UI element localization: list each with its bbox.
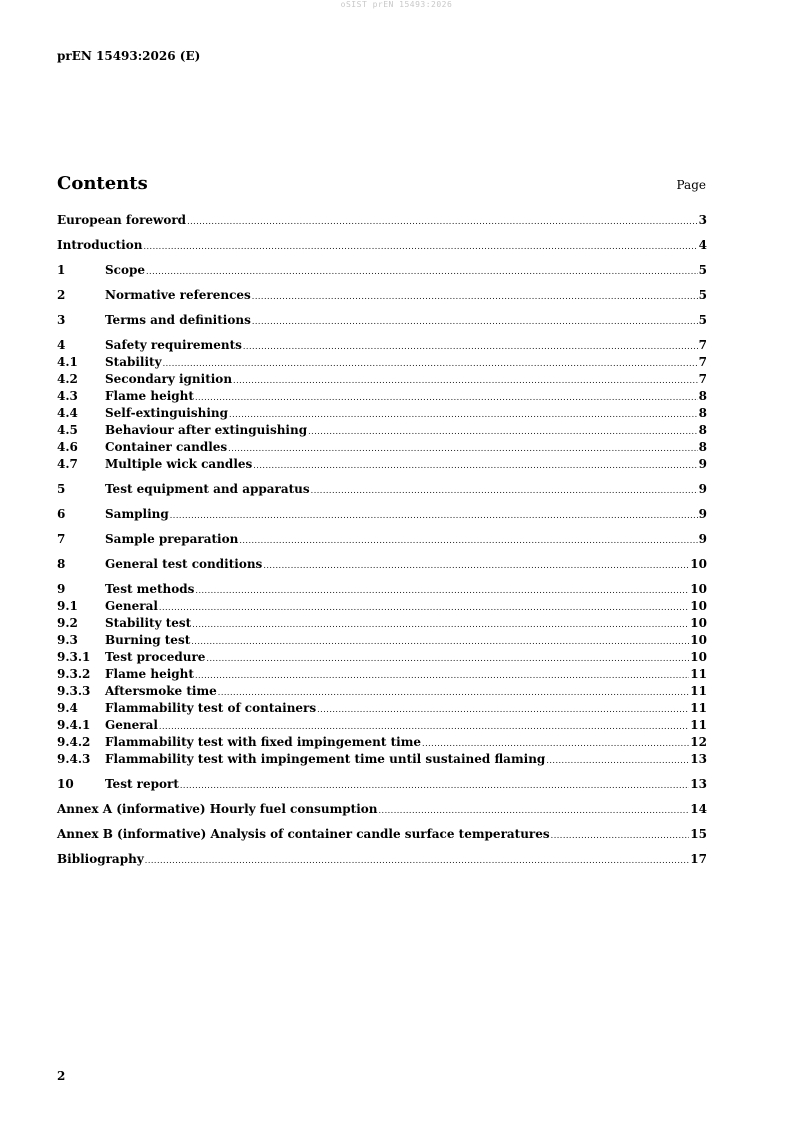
toc-entry[interactable]	[57, 531, 707, 548]
toc-dot-leader	[229, 406, 698, 423]
toc-entry-page: 5	[698, 288, 707, 302]
toc-entry-page: 13	[690, 777, 707, 791]
toc-entry-title: Test equipment and apparatus	[105, 482, 310, 496]
toc-entry-page: 7	[698, 355, 707, 369]
toc-entry-page: 10	[690, 650, 707, 664]
toc-entry-page: 12	[690, 735, 707, 749]
toc-entry[interactable]	[57, 388, 707, 405]
toc-entry[interactable]	[57, 683, 707, 700]
toc-entry-page: 8	[698, 440, 707, 454]
toc-entry-title: Introduction	[57, 238, 143, 252]
toc-entry[interactable]	[57, 405, 707, 422]
toc-dot-leader	[191, 633, 689, 650]
toc-entry-title: General	[105, 718, 158, 732]
toc-entry[interactable]	[57, 456, 707, 473]
toc-dot-leader	[195, 389, 698, 406]
toc-entry-number: 9.4	[57, 701, 78, 715]
toc-dot-leader	[311, 482, 698, 499]
toc-entry-title: Flammability test with impingement time until sustained flaming	[105, 752, 546, 766]
toc-entry-number: 4.5	[57, 423, 78, 437]
toc-dot-leader	[192, 616, 689, 633]
toc-dot-leader	[253, 457, 697, 474]
toc-entry[interactable]	[57, 212, 707, 229]
toc-entry-number: 4.7	[57, 457, 78, 471]
toc-entry-title: Test report	[105, 777, 179, 791]
toc-entry-title: Flame height	[105, 667, 194, 681]
toc-entry-number: 4.1	[57, 355, 78, 369]
toc-entry-number: 9.3.3	[57, 684, 91, 698]
toc-dot-leader	[163, 355, 698, 372]
toc-entry-number: 9.2	[57, 616, 78, 630]
toc-entry-title: General test conditions	[105, 557, 263, 571]
toc-entry-page: 9	[698, 457, 707, 471]
toc-entry-title: Self-extinguishing	[105, 406, 229, 420]
toc-entry-title: General	[105, 599, 158, 613]
toc-dot-leader	[252, 313, 698, 330]
toc-entry-title: Sample preparation	[105, 532, 239, 546]
toc-entry-page: 4	[698, 238, 707, 252]
toc-dot-leader	[228, 440, 697, 457]
toc-entry-number: 6	[57, 507, 66, 521]
toc-dot-leader	[379, 802, 690, 819]
toc-entry[interactable]	[57, 262, 707, 279]
toc-entry-number: 7	[57, 532, 66, 546]
toc-entry-page: 8	[698, 423, 707, 437]
toc-entry-title: Container candles	[105, 440, 228, 454]
toc-dot-leader	[195, 582, 689, 599]
toc-entry[interactable]	[57, 598, 707, 615]
toc-entry-number: 9.1	[57, 599, 78, 613]
toc-entry-title: Normative references	[105, 288, 251, 302]
toc-dot-leader	[239, 532, 697, 549]
toc-entry-page: 15	[690, 827, 707, 841]
toc-entry-page: 3	[698, 213, 707, 227]
toc-entry-number: 4.4	[57, 406, 78, 420]
toc-entry-number: 9	[57, 582, 66, 596]
toc-entry-title: Aftersmoke time	[105, 684, 217, 698]
toc-dot-leader	[145, 852, 690, 869]
toc-entry-number: 4.6	[57, 440, 78, 454]
toc-entry-page: 9	[698, 532, 707, 546]
toc-entry[interactable]	[57, 422, 707, 439]
toc-entry[interactable]	[57, 556, 707, 573]
toc-entry-number: 2	[57, 288, 66, 302]
toc-entry[interactable]	[57, 371, 707, 388]
toc-entry[interactable]	[57, 734, 707, 751]
toc-entry-page: 10	[690, 616, 707, 630]
toc-entry-title: Scope	[105, 263, 146, 277]
toc-entry-page: 7	[698, 338, 707, 352]
toc-dot-leader	[146, 263, 698, 280]
toc-dot-leader	[159, 599, 689, 616]
toc-entry-page: 7	[698, 372, 707, 386]
toc-entry[interactable]	[57, 506, 707, 523]
toc-entry-number: 4.2	[57, 372, 78, 386]
toc-entry-page: 8	[698, 406, 707, 420]
toc-entry-title: Test methods	[105, 582, 195, 596]
toc-entry-page: 11	[690, 667, 707, 681]
toc-entry[interactable]	[57, 615, 707, 632]
toc-entry[interactable]	[57, 312, 707, 329]
toc-entry-title: Test procedure	[105, 650, 206, 664]
toc-entry-number: 10	[57, 777, 74, 791]
toc-dot-leader	[422, 735, 689, 752]
toc-entry-title: Stability	[105, 355, 162, 369]
toc-dot-leader	[243, 338, 698, 355]
toc-entry-page: 5	[698, 313, 707, 327]
toc-entry-number: 9.4.3	[57, 752, 91, 766]
toc-dot-leader	[263, 557, 689, 574]
toc-entry[interactable]	[57, 700, 707, 717]
toc-entry[interactable]	[57, 717, 707, 734]
toc-entry[interactable]	[57, 581, 707, 598]
toc-entry[interactable]	[57, 481, 707, 498]
toc-entry-page: 11	[690, 701, 707, 715]
toc-entry[interactable]	[57, 801, 707, 818]
toc-entry-page: 10	[690, 599, 707, 613]
toc-dot-leader	[180, 777, 689, 794]
toc-entry[interactable]	[57, 354, 707, 371]
toc-entry-number: 4	[57, 338, 66, 352]
page-column-label: Page	[676, 178, 706, 192]
toc-entry-page: 8	[698, 389, 707, 403]
toc-entry-number: 9.3	[57, 633, 78, 647]
toc-entry-page: 9	[698, 507, 707, 521]
toc-entry[interactable]	[57, 826, 707, 843]
toc-entry-title: Behaviour after extinguishing	[105, 423, 308, 437]
toc-entry-page: 5	[698, 263, 707, 277]
toc-entry-title: Flame height	[105, 389, 194, 403]
toc-entry-number: 9.3.1	[57, 650, 91, 664]
toc-dot-leader	[546, 752, 689, 769]
toc-entry[interactable]	[57, 666, 707, 683]
toc-entry[interactable]	[57, 851, 707, 868]
table-of-contents	[57, 212, 707, 868]
toc-entry[interactable]	[57, 237, 707, 254]
watermark: oSIST prEN 15493:2026	[340, 0, 453, 9]
toc-dot-leader	[143, 238, 697, 255]
toc-entry-title: European foreword	[57, 213, 187, 227]
toc-dot-leader	[195, 667, 689, 684]
toc-entry-number: 4.3	[57, 389, 78, 403]
toc-entry-page: 10	[690, 557, 707, 571]
toc-entry-title: Annex A (informative) Hourly fuel consumption	[57, 802, 378, 816]
toc-entry-page: 9	[698, 482, 707, 496]
toc-entry-title: Annex B (informative) Analysis of container candle surface temperatures	[57, 827, 550, 841]
toc-entry-title: Flammability test with fixed impingement time	[105, 735, 422, 749]
toc-entry-title: Terms and definitions	[105, 313, 251, 327]
toc-entry-page: 10	[690, 582, 707, 596]
toc-entry-page: 14	[690, 802, 707, 816]
toc-entry-page: 13	[690, 752, 707, 766]
page-number: 2	[57, 1069, 66, 1083]
toc-entry-number: 9.4.1	[57, 718, 91, 732]
toc-entry-number: 3	[57, 313, 66, 327]
toc-entry-title: Multiple wick candles	[105, 457, 253, 471]
toc-dot-leader	[170, 507, 698, 524]
toc-entry[interactable]	[57, 439, 707, 456]
toc-entry[interactable]	[57, 776, 707, 793]
toc-entry-number: 8	[57, 557, 66, 571]
toc-entry-title: Safety requirements	[105, 338, 242, 352]
toc-dot-leader	[551, 827, 690, 844]
toc-entry-title: Flammability test of containers	[105, 701, 317, 715]
toc-dot-leader	[233, 372, 698, 389]
toc-entry-title: Sampling	[105, 507, 169, 521]
toc-dot-leader	[252, 288, 698, 305]
toc-entry-number: 9.3.2	[57, 667, 91, 681]
toc-dot-leader	[159, 718, 689, 735]
toc-entry-number: 1	[57, 263, 66, 277]
document-id-header: prEN 15493:2026 (E)	[57, 49, 201, 63]
contents-heading: Contents	[57, 173, 148, 194]
toc-entry[interactable]	[57, 287, 707, 304]
toc-entry-number: 5	[57, 482, 66, 496]
toc-dot-leader	[206, 650, 689, 667]
toc-entry-title: Bibliography	[57, 852, 144, 866]
toc-entry-page: 11	[690, 684, 707, 698]
toc-entry[interactable]	[57, 337, 707, 354]
toc-entry[interactable]	[57, 751, 707, 768]
toc-entry-number: 9.4.2	[57, 735, 91, 749]
toc-dot-leader	[187, 213, 698, 230]
toc-entry-title: Secondary ignition	[105, 372, 233, 386]
toc-dot-leader	[218, 684, 690, 701]
toc-entry-title: Stability test	[105, 616, 192, 630]
toc-entry-page: 10	[690, 633, 707, 647]
toc-dot-leader	[317, 701, 689, 718]
toc-entry-page: 11	[690, 718, 707, 732]
toc-entry[interactable]	[57, 632, 707, 649]
toc-entry-title: Burning test	[105, 633, 191, 647]
toc-dot-leader	[308, 423, 698, 440]
toc-entry[interactable]	[57, 649, 707, 666]
toc-entry-page: 17	[690, 852, 707, 866]
